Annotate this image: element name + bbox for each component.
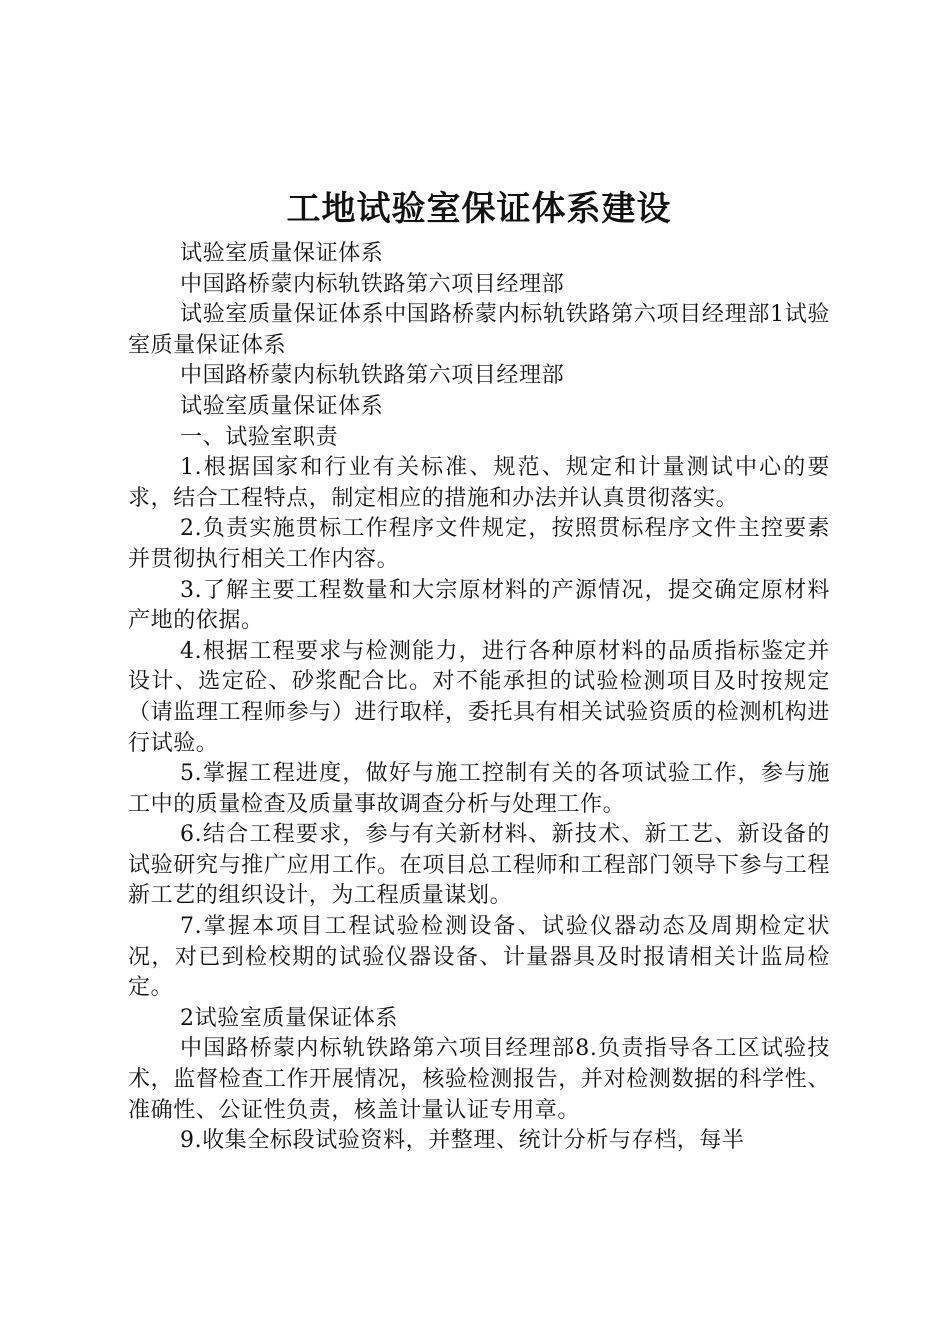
paragraph: 试验室质量保证体系	[180, 393, 384, 419]
paragraph: 5.掌握工程进度，做好与施工控制有关的各项试验工作，参与施工中的质量检查及质量事故调查分析与处理工作。	[128, 761, 830, 817]
paragraph: 4.根据工程要求与检测能力，进行各种原材料的品质指标鉴定并设计、选定砼、砂浆配合比。对不能承担的试验检测项目及时按规定（请监理工程师参与）进行取样，委托具有相关试验资质的检测机构进行试验。	[128, 638, 830, 756]
section-heading: 一、试验室职责	[180, 424, 339, 450]
paragraph: 中国路桥蒙内标轨铁路第六项目经理部	[180, 363, 565, 389]
paragraph: 3.了解主要工程数量和大宗原材料的产源情况，提交确定原材料产地的依据。	[128, 577, 830, 634]
paragraph: 中国路桥蒙内标轨铁路第六项目经理部8.负责指导各工区试验技术，监督检查工作开展情况，核验检测报告，并对检测数据的科学性、准确性、公证性负责，核盖计量认证专用章。	[128, 1036, 830, 1123]
paragraph: 试验室质量保证体系中国路桥蒙内标轨铁路第六项目经理部1试验室质量保证体系	[128, 302, 830, 358]
paragraph: 6.结合工程要求，参与有关新材料、新技术、新工艺、新设备的试验研究与推广应用工作。在项目总工程师和工程部门领导下参与工程新工艺的组织设计，为工程质量谋划。	[128, 822, 830, 909]
paragraph: 9.收集全标段试验资料，并整理、统计分析与存档，每半	[180, 1128, 745, 1154]
paragraph: 试验室质量保证体系	[180, 241, 384, 266]
paragraph: 1.根据国家和行业有关标准、规范、规定和计量测试中心的要求，结合工程特点，制定相应的措施和办法并认真贯彻落实。	[128, 455, 830, 511]
paragraph: 7.掌握本项目工程试验检测设备、试验仪器动态及周期检定状况，对已到检校期的试验仪器设备、计量器具及时报请相关计监局检定。	[128, 914, 830, 1001]
paragraph: 2.负责实施贯标工作程序文件规定，按照贯标程序文件主控要素并贯彻执行相关工作内容。	[128, 516, 830, 572]
paragraph: 2试验室质量保证体系	[180, 1005, 398, 1031]
document-title: 工地试验室保证体系建设	[286, 189, 672, 229]
document-page	[128, 183, 830, 1157]
paragraph: 中国路桥蒙内标轨铁路第六项目经理部	[180, 271, 565, 297]
